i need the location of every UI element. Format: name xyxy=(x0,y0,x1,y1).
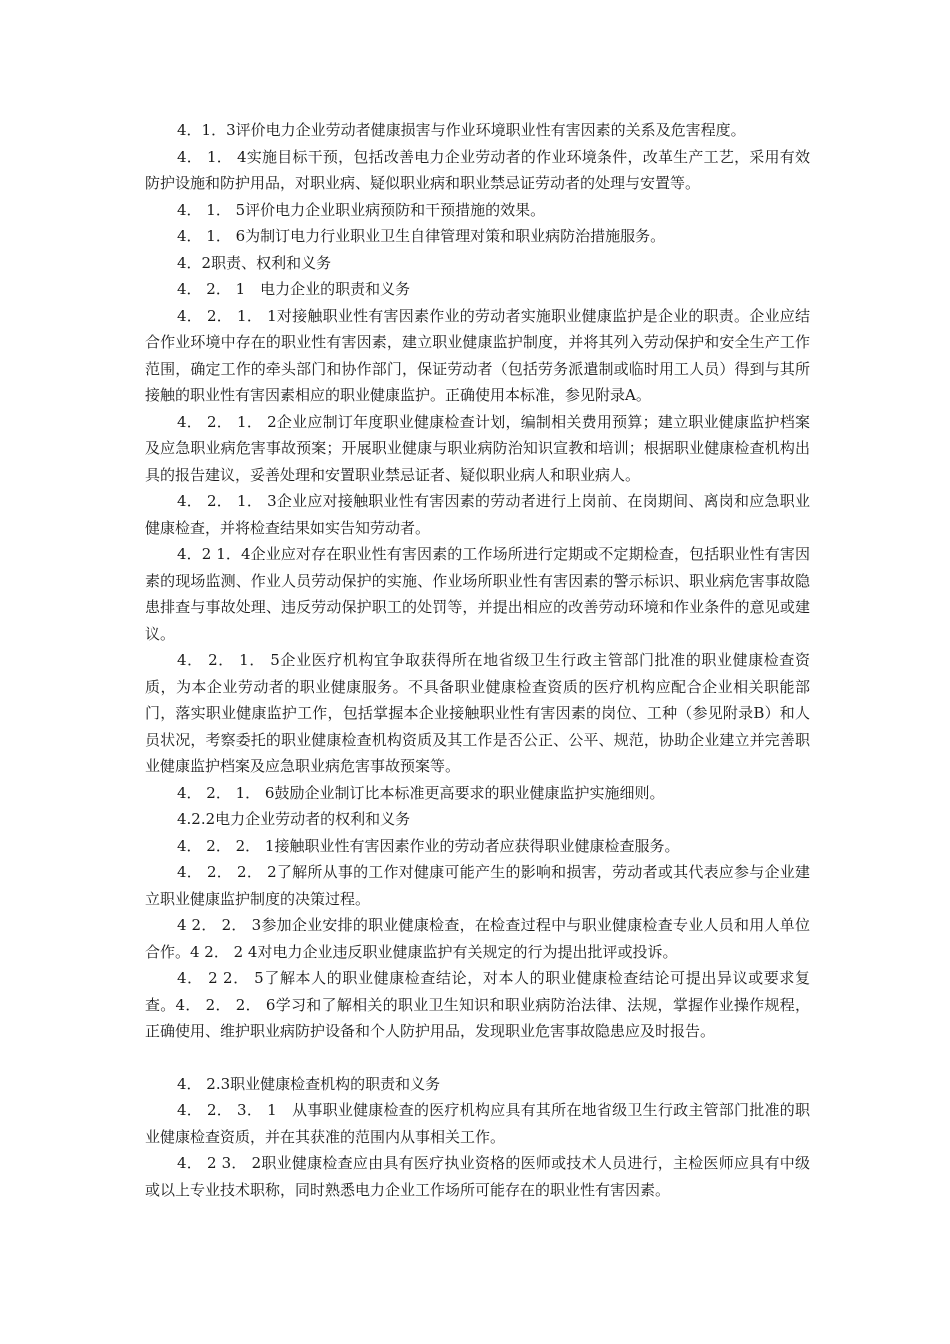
heading-4-2-2: 4.2.2电力企业劳动者的权利和义务 xyxy=(177,810,411,828)
paragraph-4-1-4: 4． 1． 4实施目标干预，包括改善电力企业劳动者的作业环境条件，改革生产工艺，采用有效防护设施和防护用品，对职业病、疑似职业病和职业禁忌证劳动者的处理与安置等。 xyxy=(145,147,810,192)
heading-4-2-3: 4． 2.3职业健康检查机构的职责和义务 xyxy=(177,1074,441,1093)
paragraph-4-2-3-2: 4． 2 3． 2职业健康检查应由具有医疗执业资格的医师或技术人员进行，主检医师应具有中级或以上专业技术职称，同时熟悉电力企业工作场所可能存在的职业性有害因素。 xyxy=(145,1154,810,1199)
paragraph-4-2-2-1: 4． 2． 2． 1接触职业性有害因素作业的劳动者应获得职业健康检查服务。 xyxy=(177,836,680,855)
paragraph-4-2-1-4: 4．2 1．4企业应对存在职业性有害因素的工作场所进行定期或不定期检查，包括职业性有害因素的现场监测、作业人员劳动保护的实施、作业场所职业性有害因素的警示标识、职业病危害事故隐患排查与事故处理、违反劳动保护职工的处罚等，并提出相应的改善劳动环境和作业条件的意见或建议。 xyxy=(145,545,810,643)
paragraph-4-2-1-1: 4． 2． 1． 1对接触职业性有害因素作业的劳动者实施职业健康监护是企业的职责。企业应结合作业环境中存在的职业性有害因素，建立职业健康监护制度，并将其列入劳动保护和安全生产工作范围，确定工作的牵头部门和协作部门，保证劳动者（包括劳务派遣制或临时用工人员）得到与其所接触的职业性有害因素相应的职业健康监护。正确使用本标准，参见附录A。 xyxy=(145,306,810,404)
paragraph-4-2-1-2: 4． 2． 1． 2企业应制订年度职业健康检查计划，编制相关费用预算；建立职业健康监护档案及应急职业病危害事故预案；开展职业健康与职业病防治知识宣教和培训；根据职业健康检查机构出具的报告建议，妥善处理和安置职业禁忌证者、疑似职业病人和职业病人。 xyxy=(145,412,810,484)
heading-4-2: 4．2职责、权利和义务 xyxy=(177,253,332,272)
paragraph-4-2-1-5: 4． 2． 1． 5企业医疗机构宜争取获得所在地省级卫生行政主管部门批准的职业健康检查资质，为本企业劳动者的职业健康服务。不具备职业健康检查资质的医疗机构应配合企业相关职能部门，落实职业健康监护工作，包括掌握本企业接触职业性有害因素的岗位、工种（参见附录B）和人员状况，考察委托的职业健康检查机构资质及其工作是否公正、公平、规范，协助企业建立并完善职业健康监护档案及应急职业病危害事故预案等。 xyxy=(145,651,810,775)
paragraph-4-2-2-3: 4 2． 2． 3参加企业安排的职业健康检查，在检查过程中与职业健康检查专业人员和用人单位合作。4 2． 2 4对电力企业违反职业健康监护有关规定的行为提出批评或投诉。 xyxy=(145,916,810,961)
paragraph-4-2-1-3: 4． 2． 1． 3企业应对接触职业性有害因素的劳动者进行上岗前、在岗期间、离岗和应急职业健康检查，并将检查结果如实告知劳动者。 xyxy=(145,492,810,537)
paragraph-gap xyxy=(145,1045,810,1071)
paragraph-4-2-3-1: 4． 2． 3． 1 从事职业健康检查的医疗机构应具有其所在地省级卫生行政主管部门批准的职业健康检查资质，并在其获准的范围内从事相关工作。 xyxy=(145,1101,810,1146)
paragraph-4-1-5: 4． 1． 5评价电力企业职业病预防和干预措施的效果。 xyxy=(177,200,546,219)
paragraph-4-2-1-6: 4． 2． 1． 6鼓励企业制订比本标准更高要求的职业健康监护实施细则。 xyxy=(177,783,665,802)
paragraph-4-2-2-2: 4． 2． 2． 2了解所从事的工作对健康可能产生的影响和损害，劳动者或其代表应参与企业建立职业健康监护制度的决策过程。 xyxy=(145,863,810,908)
paragraph-4-1-6: 4． 1． 6为制订电力行业职业卫生自律管理对策和职业病防治措施服务。 xyxy=(177,227,666,245)
paragraph-4-1-3: 4．1．3评价电力企业劳动者健康损害与作业环境职业性有害因素的关系及危害程度。 xyxy=(177,121,746,139)
document-page xyxy=(145,117,810,1203)
heading-4-2-1: 4． 2． 1 电力企业的职责和义务 xyxy=(177,280,411,298)
paragraph-4-2-2-5: 4． 2 2． 5了解本人的职业健康检查结论，对本人的职业健康检查结论可提出异议或要求复查。4． 2． 2． 6学习和了解相关的职业卫生知识和职业病防治法律、法规，掌握作业操作规程，正确使用、维护职业病防护设备和个人防护用品，发现职业危害事故隐患应及时报告。 xyxy=(145,969,810,1040)
